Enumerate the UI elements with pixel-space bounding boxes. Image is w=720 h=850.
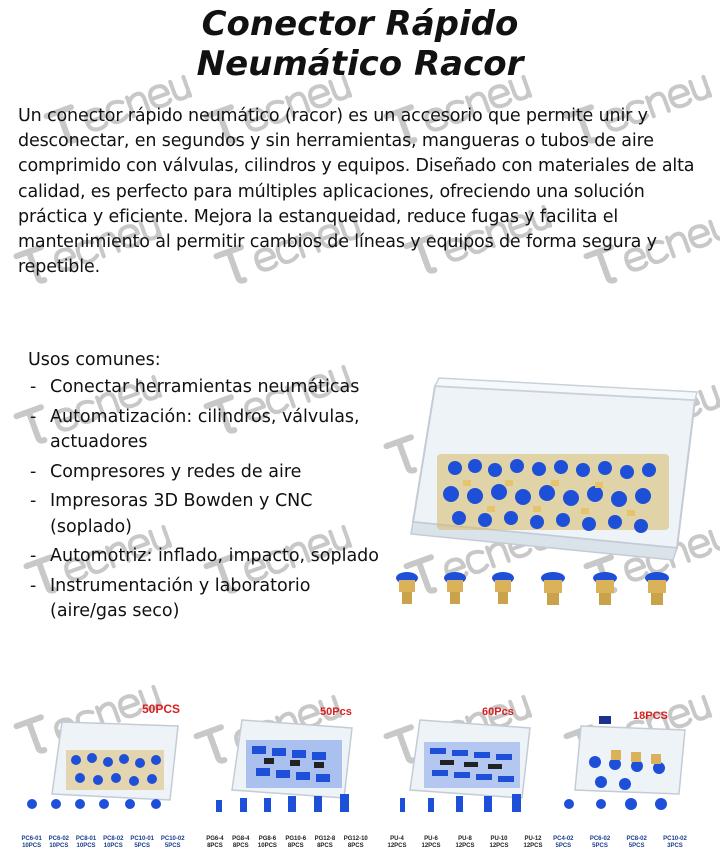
kit-code-qty: 10PCS [49,843,69,849]
kit-code-qty: 3PCS [667,843,683,849]
kit-code-name: PC8-01 [75,836,97,842]
kit-code-qty: 5PCS [134,843,150,849]
intro-paragraph: Un conector rápido neumático (racor) es un accesorio que permite unir y desconectar, en segundos y sin herramientas, mangueras o tubos de aire comprimido con válvulas, cilindros y equipos. Diseñado con materiales de alta calidad, es perfecto para múltiples aplicaciones, ofreciendo una solución práctica y eficiente. Mejora la estanqueidad, reduce fugas y facilita el mantenimiento al permitir cambios de líneas y equipos de forma segura y repetible. [18,106,695,278]
kit-code-list [202,836,372,850]
use-item-text: Automatización: cilindros, válvulas, actuadores [50,406,360,452]
fitting-box-illustration [395,372,705,617]
kit-code-list [18,836,188,850]
page-title [0,4,720,84]
kit-code-name: PC8-02 [103,836,124,842]
kit-code-name: PC6-02 [48,836,69,842]
kit-code-qty: 12PCS [523,843,543,849]
kit-code-name: PC4-02 [553,836,574,842]
use-item-text: Automotriz: inflado, impacto, soplado [50,546,379,566]
kit-code-list [380,836,550,850]
use-item-text: Compresores y redes de aire [50,461,302,482]
kit-code-name: PC10-02 [160,836,185,842]
kit-count-label: 50PCS [142,702,181,716]
kit-code-name: PG6-4 [206,836,224,842]
kit-count-label: 18PCS [633,710,668,722]
kit-code-qty: 12PCS [455,843,475,849]
kit-code-qty: 12PCS [421,843,441,849]
main-product-photo [395,372,705,617]
kit-code-name: PC6-02 [589,836,611,842]
kit-code-name: PU-12 [524,836,542,842]
common-uses [28,348,388,629]
uses-heading: Usos comunes: [28,350,161,370]
kit-code-name: PC10-01 [130,836,154,842]
kit-code-name: PC8-02 [626,836,647,842]
kit-code-qty: 8PCS [207,843,223,849]
use-item-text: Instrumentación y laboratorio (aire/gas seco) [50,575,311,621]
use-item: - Compresores y redes de aire [30,461,302,482]
kit-code-name: PU-6 [424,836,438,842]
kit-code-qty: 10PCS [257,843,277,849]
kit-code-qty: 12PCS [387,843,407,849]
fittings-in-box [437,454,669,533]
kit-count-label: 60Pcs [482,706,514,718]
kit-code-qty: 8PCS [347,843,364,849]
use-item-text: Impresoras 3D Bowden y CNC (soplado) [50,491,313,537]
kit-code-qty: 8PCS [232,843,249,849]
kit-code-qty: 5PCS [164,843,181,849]
kit-code-qty: 8PCS [317,843,333,849]
kit-code-name: PG8-6 [258,836,277,842]
kit-photo-50pcs-pg [202,700,372,850]
uses-list [28,375,388,625]
kit-box-illustration [18,710,188,820]
kit-photo-18pcs-pc [545,700,715,850]
kit-count-label: 50Pcs [320,706,352,718]
use-item-text: Conectar herramientas neumáticas [50,377,360,397]
title-line-1: Conector Rápido [201,4,519,44]
kit-photo-60pcs-pu [380,700,550,850]
kit-code-qty: 5PCS [628,843,645,849]
kit-code-name: PU-4 [390,836,404,842]
kit-code-qty: 10PCS [76,843,96,849]
kit-code-qty: 10PCS [103,843,123,849]
use-item: - Automatización: cilindros, válvulas, actuadores [30,406,360,452]
use-item: - Automotriz: inflado, impacto, soplado [30,546,379,566]
kit-code-list [545,836,695,850]
use-item: - Instrumentación y laboratorio (aire/gas seco) [30,575,311,621]
use-item: - Impresoras 3D Bowden y CNC (soplado) [30,491,313,537]
kit-code-name: PG12-10 [343,836,368,842]
kit-code-name: PG8-4 [232,836,250,842]
kit-code-name: PC10-02 [663,836,687,842]
kit-code-name: PG10-6 [285,836,307,842]
kit-code-qty: 10PCS [22,843,42,849]
kit-code-qty: 5PCS [555,843,572,849]
kit-code-name: PU-8 [458,836,472,842]
title-line-2: Neumático Racor [196,44,524,84]
kit-code-name: PG12-8 [314,836,336,842]
kit-box-illustration [380,710,550,820]
kit-photo-50pcs-pc [18,700,188,850]
kit-code-name: PC6-01 [21,836,42,842]
kit-box-illustration [545,710,715,820]
kit-code-qty: 5PCS [592,843,608,849]
use-item: - Conectar herramientas neumáticas [30,377,360,397]
kit-code-qty: 12PCS [489,843,509,849]
kit-code-name: PU-10 [490,836,508,842]
kit-box-illustration [202,710,372,820]
kit-code-qty: 8PCS [287,843,304,849]
fitting-samples-row [396,572,669,605]
